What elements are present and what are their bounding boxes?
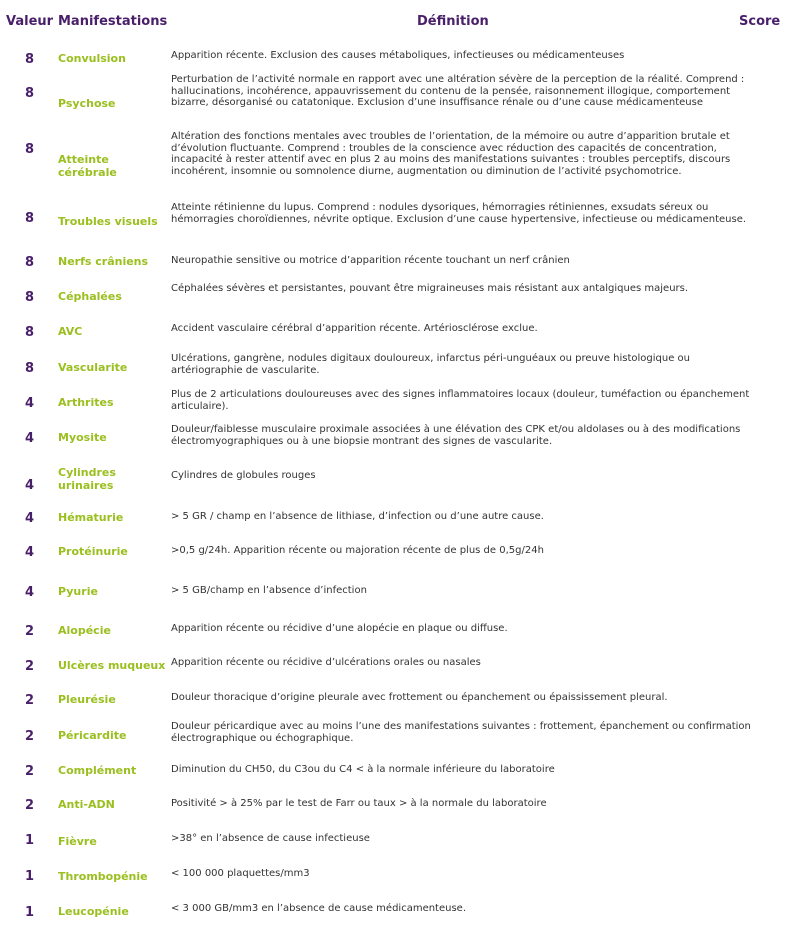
row-definition: Douleur péricardique avec au moins l’une des manifestations suivantes : frottement, épanchement ou confirmation électrographique ou échographique. [171,721,751,744]
row-definition: Positivité > à 25% par le test de Farr ou taux > à la normale du laboratoire [171,798,547,809]
row-definition: Atteinte rétinienne du lupus. Comprend : nodules dysoriques, hémorragies rétiniennes, exsudats séreux ou hémorragies choroïdiennes, névrite optique. Exclusion d’une cause hypertensive, infectieuse ou médicamenteuse. [171,202,747,225]
row-manifestation: Convulsion [58,52,126,65]
row-value: 8 [25,325,35,340]
row-value: 1 [25,905,35,920]
row-definition: Apparition récente. Exclusion des causes métaboliques, infectieuses ou médicamenteuses [171,50,625,61]
row-manifestation: Myosite [58,431,107,444]
header-valeur: Valeur [6,14,54,29]
row-definition: >0,5 g/24h. Apparition récente ou majoration récente de plus de 0,5g/24h [171,545,544,556]
row-manifestation: Fièvre [58,835,97,848]
row-definition: Perturbation de l’activité normale en rapport avec une altération sévère de la perception de la réalité. Comprend : hallucinations, incohérence, appauvrissement du contenu de la pensée, raisonnement illogique, comportement bizarre, désorganisé ou catatonique. Exclusion d’une insuffisance rénale ou d’une cause médicamenteuse [171,74,745,108]
row-value: 4 [25,478,35,493]
row-manifestation: Protéinurie [58,545,128,558]
row-definition: Diminution du CH50, du C3ou du C4 < à la normale inférieure du laboratoire [171,764,555,775]
row-manifestation: Psychose [58,97,116,110]
row-definition: Accident vasculaire cérébral d’apparition récente. Artériosclérose exclue. [171,323,538,334]
row-manifestation: AVC [58,325,83,338]
row-definition: > 5 GB/champ en l’absence d’infection [171,585,367,596]
row-manifestation: Ulcères muqueux [58,659,166,672]
row-definition: Douleur thoracique d’origine pleurale avec frottement ou épanchement ou épaississement pleural. [171,692,668,703]
row-value: 8 [25,52,35,67]
row-definition: Plus de 2 articulations douloureuses avec des signes inflammatoires locaux (douleur, tuméfaction ou épanchement articulaire). [171,389,750,412]
row-manifestation: Hématurie [58,511,124,524]
row-manifestation: Pyurie [58,585,98,598]
header-definition: Définition [417,14,489,29]
header-score: Score [739,14,781,29]
row-manifestation: Pleurésie [58,693,116,706]
row-definition: Altération des fonctions mentales avec troubles de l’orientation, de la mémoire ou autre d’apparition brutale et d’évolution fluctuante. Comprend : troubles de la conscience avec réduction des capacités de concentration, incapacité à rester attentif avec en plus 2 au moins des manifestations suivantes : troubles perceptifs, discours incohérent, insomnie ou somnolence diurne, augmentation ou diminution de l’activité psychomotrice. [171,131,731,177]
row-value: 8 [25,361,35,376]
row-definition: Ulcérations, gangrène, nodules digitaux douloureux, infarctus péri-unguéaux ou preuve histologique ou artériographie de vascularite. [171,353,691,376]
row-manifestation: Cylindres urinaires [58,466,116,492]
row-definition: Apparition récente ou récidive d’une alopécie en plaque ou diffuse. [171,623,508,634]
row-value: 2 [25,693,35,708]
row-value: 2 [25,659,35,674]
row-definition: Neuropathie sensitive ou motrice d’apparition récente touchant un nerf crânien [171,255,570,266]
row-manifestation: Alopécie [58,624,111,637]
row-definition: < 3 000 GB/mm3 en l’absence de cause médicamenteuse. [171,903,467,914]
row-value: 1 [25,833,35,848]
header-manifestations: Manifestations [58,14,168,29]
row-manifestation: Péricardite [58,729,127,742]
row-manifestation: Atteinte cérébrale [58,153,117,179]
row-definition: Cylindres de globules rouges [171,470,316,481]
row-manifestation: Arthrites [58,396,114,409]
row-manifestation: Troubles visuels [58,215,158,228]
row-definition: Douleur/faiblesse musculaire proximale associées à une élévation des CPK et/ou aldolases ou à des modifications électromyographiques ou à une biopsie montrant des signes de vascularite. [171,424,741,447]
row-manifestation: Anti-ADN [58,798,115,811]
row-value: 8 [25,86,35,101]
row-value: 2 [25,729,35,744]
row-definition: Céphalées sévères et persistantes, pouvant être migraineuses mais résistant aux antalgiques majeurs. [171,283,689,294]
row-value: 8 [25,255,35,270]
row-value: 4 [25,431,35,446]
row-manifestation: Vascularite [58,361,128,374]
row-value: 8 [25,290,35,305]
row-definition: Apparition récente ou récidive d’ulcérations orales ou nasales [171,657,481,668]
row-manifestation: Nerfs crâniens [58,255,149,268]
row-manifestation: Complément [58,764,137,777]
row-definition: > 5 GR / champ en l’absence de lithiase, d’infection ou d’une autre cause. [171,511,544,522]
row-value: 4 [25,585,35,600]
row-manifestation: Leucopénie [58,905,129,918]
row-value: 4 [25,545,35,560]
row-manifestation: Thrombopénie [58,870,148,883]
row-value: 2 [25,624,35,639]
row-value: 4 [25,511,35,526]
row-value: 8 [25,142,35,157]
row-definition: < 100 000 plaquettes/mm3 [171,868,310,879]
row-value: 4 [25,396,35,411]
row-value: 1 [25,869,35,884]
row-definition: >38° en l’absence de cause infectieuse [171,833,370,844]
row-value: 2 [25,798,35,813]
row-value: 2 [25,764,35,779]
row-value: 8 [25,211,35,226]
row-manifestation: Céphalées [58,290,122,303]
